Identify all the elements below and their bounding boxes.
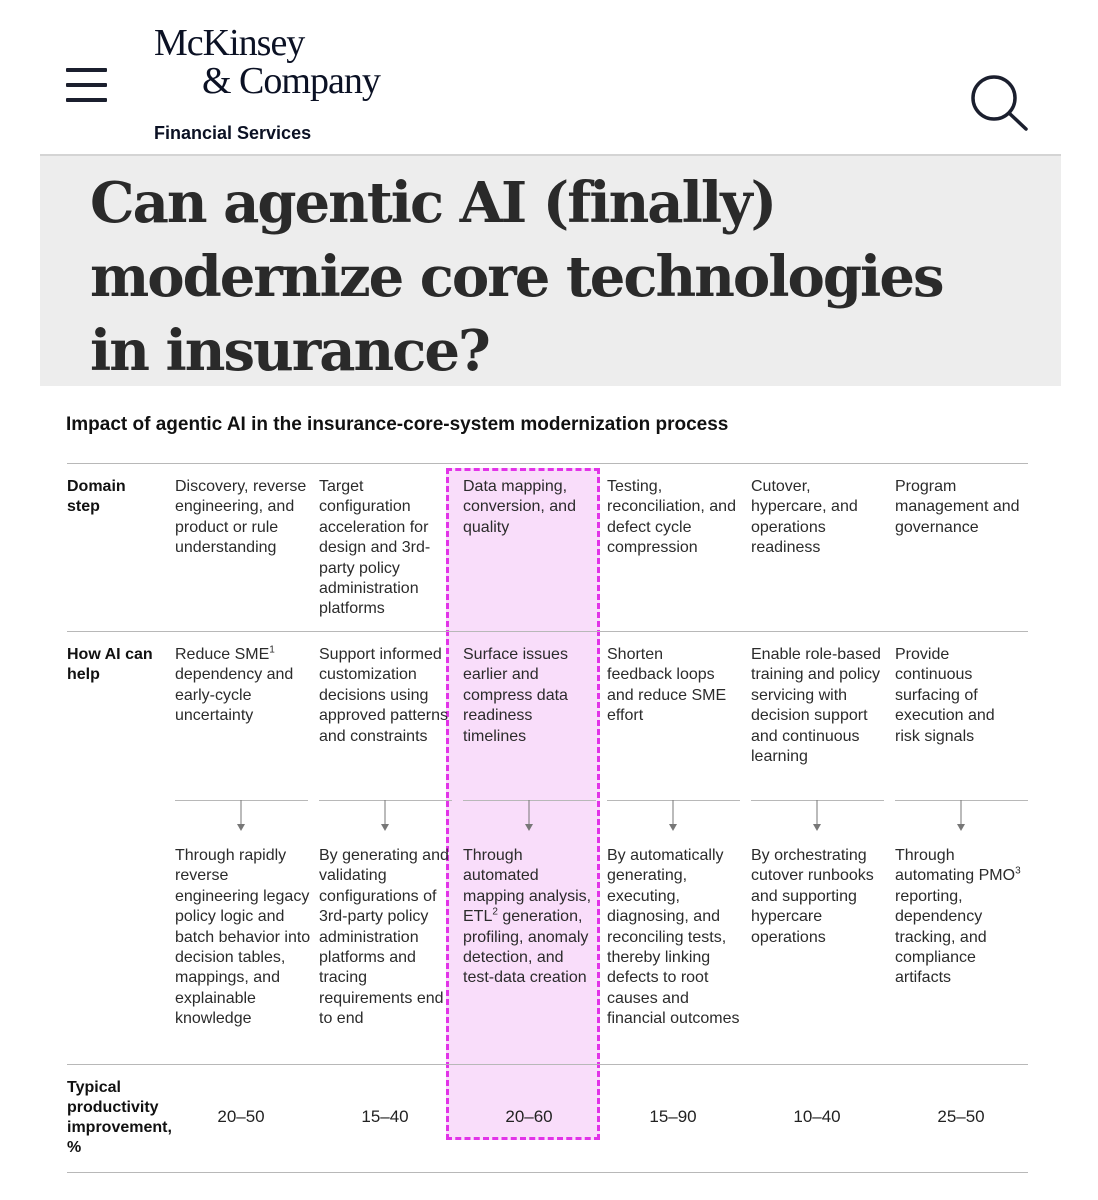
table-top-rule — [67, 463, 1028, 464]
through-cell: Through automating PMO$^3$ reporting, dependency tracking, and compliance artifacts — [895, 847, 1021, 987]
through-cell: By automatically generating, executing, diagnosing, and reconciling tests, thereby linking defects to root causes and financial outcomes — [607, 847, 740, 1028]
search-icon[interactable] — [968, 72, 1030, 134]
domain-step-cell: Discovery, reverse engineering, and product or rule understanding — [175, 478, 307, 557]
domain-step-cell: Target configuration acceleration for design and 3rd-party policy administration platforms — [319, 478, 431, 618]
logo-line-2: & Company — [202, 60, 380, 102]
productivity-value: 20–60 — [505, 1107, 553, 1126]
productivity-value: 10–40 — [793, 1107, 841, 1126]
row-label-productivity: Typical productivity improvement, % — [67, 1079, 172, 1156]
how-ai-cell: Support informed customization decisions using approved patterns and constraints — [319, 646, 448, 745]
exhibit-title: Impact of agentic AI in the insurance-core-system modernization process — [66, 414, 729, 435]
productivity-value: 25–50 — [937, 1107, 985, 1126]
footnote-2: 2 — [492, 906, 498, 918]
article-title: Can agentic AI (finally) modernize core technologies in insurance? — [90, 170, 943, 384]
domain-step-cell: Data mapping, conversion, and quality — [463, 478, 576, 536]
domain-step-cell: Program management and governance — [895, 478, 1020, 536]
how-ai-cell: Shorten feedback loops and reduce SME effort — [607, 646, 727, 725]
table-row-rule — [67, 1064, 1028, 1065]
down-arrow-icon — [380, 800, 390, 834]
down-arrow-icon — [236, 800, 246, 834]
how-ai-cell: Provide continuous surfacing of execution and risk signals — [895, 646, 995, 745]
through-cell: Through automated mapping analysis, ETL$^2$ generation, profiling, anomaly detection, and test-data creation — [463, 847, 592, 987]
article-hero — [40, 156, 1061, 386]
section-link[interactable]: Financial Services — [154, 123, 312, 143]
table-row-rule — [67, 631, 1028, 632]
table-bottom-rule — [67, 1172, 1028, 1173]
footnote-3: 3 — [1015, 866, 1021, 878]
down-arrow-icon — [668, 800, 678, 834]
highlight-box — [446, 468, 600, 1140]
row-label-how-ai: How AI can help — [67, 646, 153, 683]
footnote-1: 1 — [269, 644, 275, 656]
how-ai-cell: Surface issues earlier and compress data readiness timelines — [463, 646, 568, 745]
hamburger-menu-icon[interactable] — [66, 68, 107, 102]
how-ai-cell: Reduce SME$^1$ dependency and early-cycle uncertainty — [175, 644, 294, 725]
row-label-domain-step: Domain step — [67, 478, 126, 515]
through-cell: By generating and validating configurations of 3rd-party policy administration platforms and tracing requirements end to end — [319, 847, 449, 1028]
productivity-value: 15–90 — [649, 1107, 697, 1126]
mckinsey-logo[interactable] — [154, 24, 380, 100]
down-arrow-icon — [956, 800, 966, 834]
down-arrow-icon — [812, 800, 822, 834]
down-arrow-icon — [524, 800, 534, 834]
productivity-value: 20–50 — [217, 1107, 265, 1126]
through-cell: Through rapidly reverse engineering legacy policy logic and batch behavior into decision tables, mappings, and explainable knowledge — [175, 847, 311, 1028]
through-cell: By orchestrating cutover runbooks and supporting hypercare operations — [751, 847, 874, 946]
how-ai-cell: Enable role-based training and policy servicing with decision support and continuous learning — [751, 646, 881, 766]
logo-line-1: McKinsey — [154, 22, 305, 64]
domain-step-cell: Testing, reconciliation, and defect cycle compression — [607, 478, 736, 557]
domain-step-cell: Cutover, hypercare, and operations readiness — [751, 478, 858, 557]
productivity-value: 15–40 — [361, 1107, 409, 1126]
